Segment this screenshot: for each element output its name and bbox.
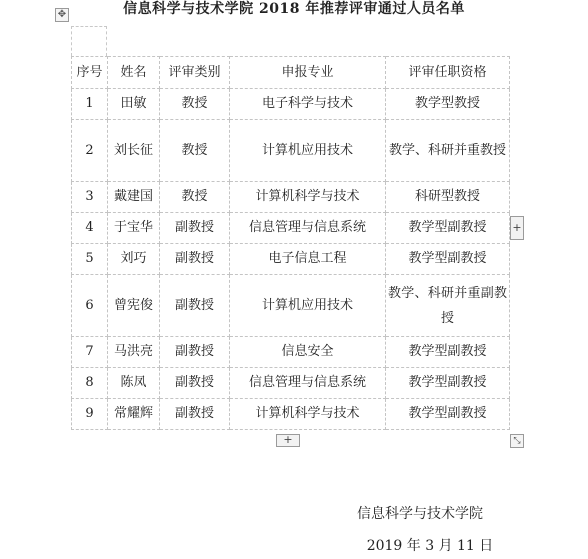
cell-major[interactable]: 信息管理与信息系统 <box>230 368 386 399</box>
cell-category[interactable]: 副教授 <box>160 399 230 430</box>
cell-name[interactable]: 刘巧 <box>108 244 160 275</box>
table-frame-top <box>71 26 107 56</box>
table-row <box>72 89 510 120</box>
cell-category[interactable]: 副教授 <box>160 368 230 399</box>
cell-index[interactable]: 6 <box>72 275 108 337</box>
cell-major[interactable]: 计算机应用技术 <box>230 275 386 337</box>
cell-major[interactable]: 电子科学与技术 <box>230 89 386 120</box>
cell-major[interactable]: 信息安全 <box>230 337 386 368</box>
header-cell-qualification: 评审任职资格 <box>386 57 510 89</box>
document-title: 信息科学与技术学院 2018 年推荐评审通过人员名单 <box>123 1 465 17</box>
cell-name[interactable]: 戴建国 <box>108 182 160 213</box>
cell-major[interactable]: 计算机科学与技术 <box>230 399 386 430</box>
cell-category[interactable]: 教授 <box>160 182 230 213</box>
table-row <box>72 337 510 368</box>
header-cell-name: 姓名 <box>108 57 160 89</box>
nominee-table <box>71 56 510 430</box>
cell-index[interactable]: 5 <box>72 244 108 275</box>
table-body <box>72 57 510 430</box>
cell-qualification[interactable]: 科研型教授 <box>386 182 510 213</box>
signature-organization: 信息科学与技术学院 <box>357 506 483 522</box>
table-row <box>72 182 510 213</box>
resize-icon[interactable]: ⤡ <box>510 434 524 448</box>
cell-qualification[interactable]: 教学型副教授 <box>386 337 510 368</box>
cell-index[interactable]: 2 <box>72 120 108 182</box>
cell-category[interactable]: 副教授 <box>160 213 230 244</box>
cell-qualification[interactable]: 教学型副教授 <box>386 368 510 399</box>
cell-name[interactable]: 曾宪俊 <box>108 275 160 337</box>
table-row <box>72 244 510 275</box>
cell-name[interactable]: 马洪亮 <box>108 337 160 368</box>
cell-major[interactable]: 信息管理与信息系统 <box>230 213 386 244</box>
cell-index[interactable]: 7 <box>72 337 108 368</box>
cell-name[interactable]: 刘长征 <box>108 120 160 182</box>
cell-name[interactable]: 常耀辉 <box>108 399 160 430</box>
table-row <box>72 275 510 337</box>
add-column-button[interactable]: + <box>510 216 524 240</box>
cell-qualification[interactable]: 教学型副教授 <box>386 244 510 275</box>
cell-major[interactable]: 计算机应用技术 <box>230 120 386 182</box>
header-cell-major: 申报专业 <box>230 57 386 89</box>
add-row-button[interactable]: + <box>276 434 300 447</box>
header-cell-category: 评审类别 <box>160 57 230 89</box>
table-row <box>72 399 510 430</box>
table-row <box>72 368 510 399</box>
cell-category[interactable]: 副教授 <box>160 244 230 275</box>
cell-category[interactable]: 教授 <box>160 120 230 182</box>
header-cell-index: 序号 <box>72 57 108 89</box>
cell-major[interactable]: 计算机科学与技术 <box>230 182 386 213</box>
cell-name[interactable]: 田敏 <box>108 89 160 120</box>
cell-category[interactable]: 教授 <box>160 89 230 120</box>
cell-index[interactable]: 1 <box>72 89 108 120</box>
cell-qualification[interactable]: 教学型副教授 <box>386 399 510 430</box>
cell-qualification[interactable]: 教学型副教授 <box>386 213 510 244</box>
table-row <box>72 213 510 244</box>
cell-category[interactable]: 副教授 <box>160 275 230 337</box>
cell-qualification[interactable]: 教学、科研并重教授 <box>386 120 510 182</box>
cell-index[interactable]: 8 <box>72 368 108 399</box>
table-row <box>72 120 510 182</box>
cell-name[interactable]: 陈凤 <box>108 368 160 399</box>
cell-index[interactable]: 3 <box>72 182 108 213</box>
table-header-row <box>72 57 510 89</box>
cell-index[interactable]: 4 <box>72 213 108 244</box>
move-icon[interactable]: ✥ <box>55 8 69 22</box>
cell-qualification[interactable]: 教学、科研并重副教授 <box>386 275 510 337</box>
cell-name[interactable]: 于宝华 <box>108 213 160 244</box>
cell-qualification[interactable]: 教学型教授 <box>386 89 510 120</box>
signature-date: 2019 年 3 月 11 日 <box>366 538 494 554</box>
cell-category[interactable]: 副教授 <box>160 337 230 368</box>
cell-index[interactable]: 9 <box>72 399 108 430</box>
cell-major[interactable]: 电子信息工程 <box>230 244 386 275</box>
